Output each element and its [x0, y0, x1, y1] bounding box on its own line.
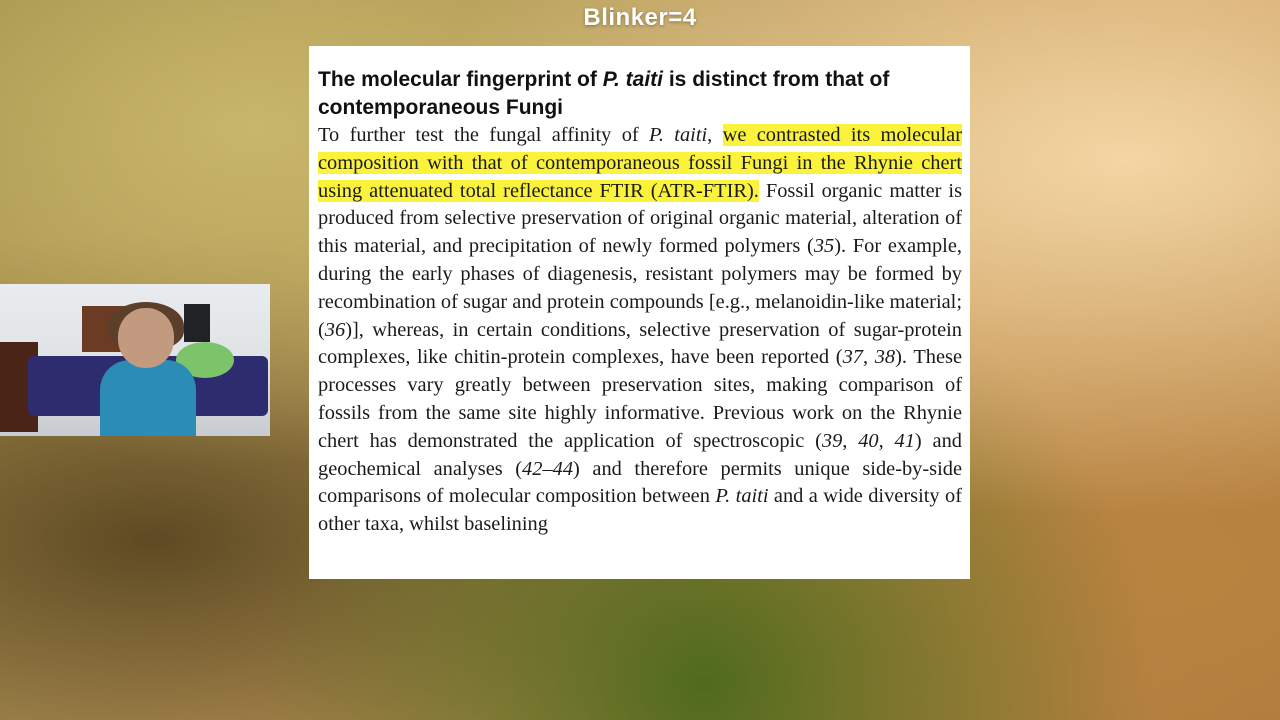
citation-ref: 40: [858, 429, 879, 452]
body-text: and a wide diversity of other taxa, whilst baselining: [318, 485, 962, 536]
citation-ref: 35: [813, 235, 835, 258]
citation-ref: 42–44: [522, 457, 574, 480]
body-text: ,: [842, 429, 859, 452]
body-text: Fossil organic matter is produced from selective preservation of original organic material, alteration of this material, and precipitation of newly formed polymers (: [318, 179, 963, 258]
highlighted-sentence: we contrasted its molecular composition with that of contemporaneous fossil Fungi in the Rhynie chert using attenuated total reflectance FTIR (ATR-FTIR).: [318, 124, 962, 202]
body-text: ). For example, during the early phases of diagenesis, resistant polymers may be formed by recombination of sugar and protein compounds [e.g., melanoidin-like material; (: [318, 235, 962, 341]
webcam-overlay: [0, 284, 270, 436]
body-text: ) and geochemical analyses (: [318, 429, 962, 480]
heading-text-end: is distinct from that of contemporaneous Fungi: [318, 68, 890, 119]
citation-ref: 38: [874, 346, 896, 369]
citation-ref: 41: [894, 429, 915, 452]
webcam-monitor: [184, 304, 210, 342]
body-text: ,: [878, 429, 895, 452]
citation-ref: 36: [324, 318, 346, 341]
citation-ref: 39: [821, 429, 843, 452]
webcam-person-shirt: [100, 360, 196, 436]
body-text: ). These processes vary greatly between preservation sites, making comparison of fossils from the same site highly informative. Previous work on the Rhynie chert has demonstrated the application of spectroscopic (: [318, 346, 963, 452]
citation-ref: 37: [842, 346, 863, 369]
section-heading: [318, 66, 962, 122]
document-excerpt: [309, 46, 970, 579]
overlay-title: Blinker=4: [583, 4, 697, 31]
webcam-person-face: [118, 308, 174, 368]
body-text: )], whereas, in certain conditions, selective preservation of sugar-protein complexes, like chitin-protein complexes, have been reported (: [318, 318, 962, 369]
body-text: To further test the fungal affinity of: [318, 124, 650, 146]
body-paragraph: [318, 122, 962, 539]
body-text: ,: [862, 346, 875, 369]
species-name: P. taiti: [649, 124, 708, 146]
heading-species: P. taiti: [602, 68, 664, 91]
body-text: ,: [707, 124, 723, 146]
heading-text: The molecular fingerprint of: [318, 68, 603, 91]
body-text: ) and therefore permits unique side-by-side comparisons of molecular composition between: [318, 457, 963, 508]
species-name: P. taiti: [715, 485, 769, 508]
